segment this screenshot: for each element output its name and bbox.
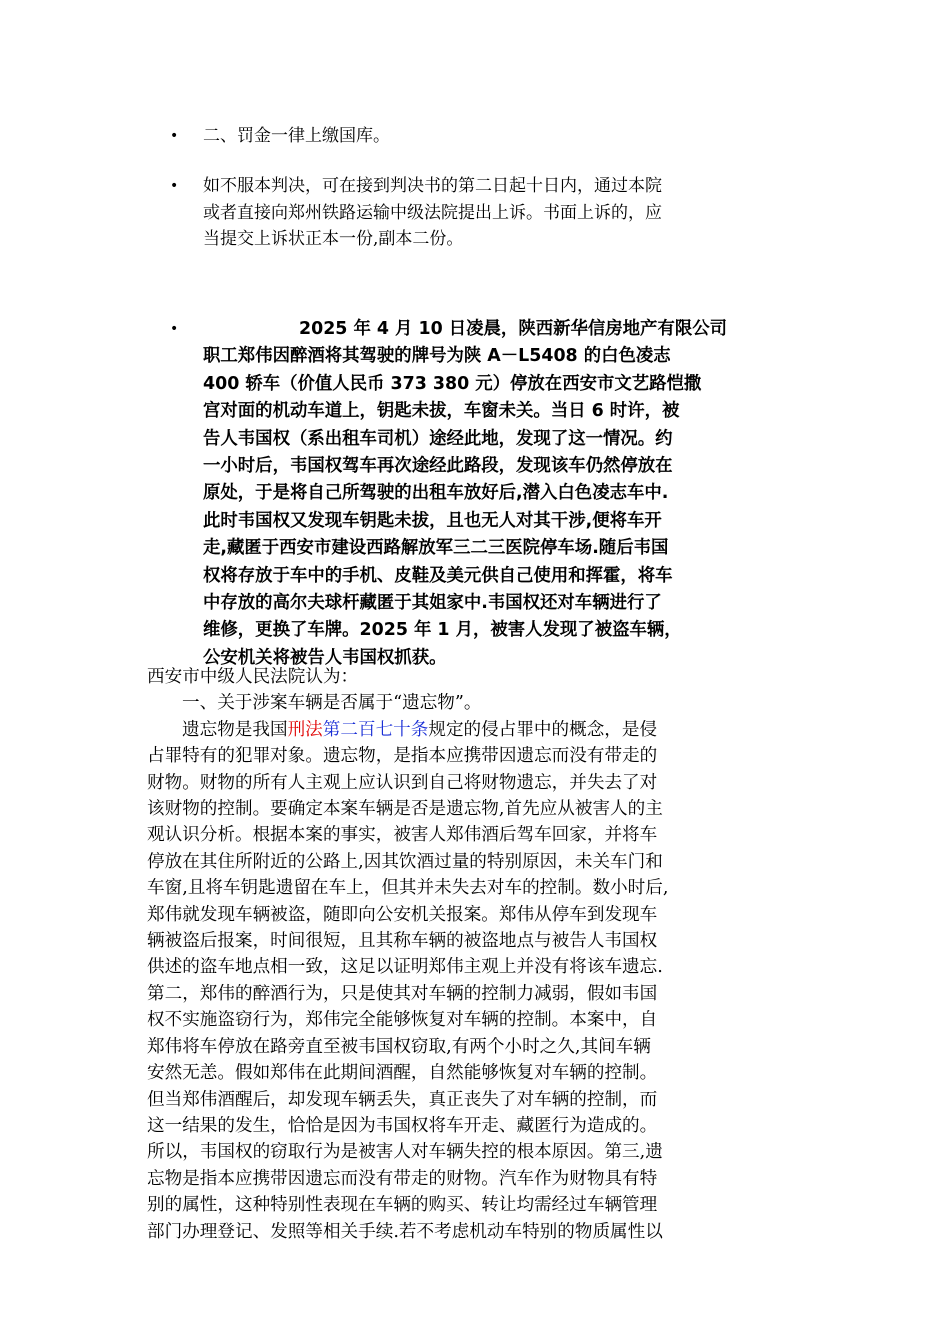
text-line: 如不服本判决，可在接到判决书的第二日起十日内，通过本院 <box>203 176 662 196</box>
text-line: 郑伟将车停放在路旁直至被韦国权窃取,有两个小时之久,其间车辆 <box>147 1036 651 1057</box>
text-line: 二、罚金一律上缴国库。 <box>203 126 390 146</box>
text-line <box>203 316 808 343</box>
bullet-item-fine <box>203 123 808 150</box>
text-line: 停放在其住所附近的公路上,因其饮酒过量的特别原因，未关车门和 <box>147 851 663 872</box>
text-line: 400 轿车（价值人民币 373 380 元）停放在西安市文艺路恺撒 <box>203 373 702 394</box>
text-line: 当提交上诉状正本一份,副本二份。 <box>203 229 464 249</box>
text-line: 告人韦国权（系出租车司机）途经此地，发现了这一情况。约 <box>203 428 673 449</box>
text-line <box>147 717 809 743</box>
text-line: 职工郑伟因醉酒将其驾驶的牌号为陕 A－L5408 的白色凌志 <box>203 346 671 367</box>
text-line: 此时韦国权又发现车钥匙未拔，且也无人对其干涉,便将车开 <box>203 510 662 531</box>
text-line: 财物。财物的所有人主观上应认识到自己将财物遗忘，并失去了对 <box>147 772 658 793</box>
text-line: 该财物的控制。要确定本案车辆是否是遗忘物,首先应从被害人的主 <box>147 799 663 820</box>
bullet-mark: • <box>170 178 179 194</box>
text-line: 走,藏匿于西安市建设西路解放军三二三医院停车场.随后韦国 <box>203 538 669 559</box>
court-opinion <box>147 664 809 1245</box>
text-line: 但当郑伟酒醒后，却发现车辆丢失，真正丧失了对车辆的控制，而 <box>147 1089 658 1110</box>
bullet-mark: • <box>170 128 179 144</box>
point-heading: 一、关于涉案车辆是否属于“遗忘物”。 <box>182 693 482 714</box>
text-line: 所以，韦国权的窃取行为是被害人对车辆失控的根本原因。第三,遗 <box>147 1142 663 1163</box>
text-line: 占罪特有的犯罪对象。遗忘物，是指本应携带因遗忘而没有带走的 <box>147 746 658 767</box>
text-line: 安然无恙。假如郑伟在此期间酒醒，自然能够恢复对车辆的控制。 <box>147 1063 658 1084</box>
text-line: 公安机关将被告人韦国权抓获。 <box>203 647 447 668</box>
bullet-item-case-facts <box>203 316 808 672</box>
text-segment: 遗忘物是我国 <box>182 719 288 740</box>
text-line: 部门办理登记、发照等相关手续.若不考虑机动车特别的物质属性以 <box>147 1221 663 1242</box>
bullet-item-appeal <box>203 173 808 253</box>
text-line: 供述的盗车地点相一致，这足以证明郑伟主观上并没有将该车遗忘. <box>147 957 663 978</box>
text-line: 权将存放于车中的手机、皮鞋及美元供自己使用和挥霍，将车 <box>203 565 673 586</box>
text-line: 车窗,且将车钥匙遗留在车上，但其并未失去对车的控制。数小时后, <box>147 878 669 899</box>
text-line: 一小时后，韦国权驾车再次途经此路段，发现该车仍然停放在 <box>203 456 673 477</box>
text-line: 维修，更换了车牌。2025 年 1 月，被害人发现了被盗车辆， <box>203 620 682 641</box>
text-line: 郑伟就发现车辆被盗，随即向公安机关报案。郑伟从停车到发现车 <box>147 904 658 925</box>
text-line: 别的属性，这种特别性表现在车辆的购买、转让均需经过车辆管理 <box>147 1195 658 1216</box>
text-line: 原处，于是将自己所驾驶的出租车放好后,潜入白色凌志车中. <box>203 483 669 504</box>
text-line: 权不实施盗窃行为，郑伟完全能够恢复对车辆的控制。本案中，自 <box>147 1010 658 1031</box>
article-270-link[interactable]: 第二百七十条 <box>322 719 429 740</box>
criminal-law-link[interactable]: 刑法 <box>287 719 323 740</box>
text-line: 第二，郑伟的醉酒行为，只是使其对车辆的控制力减弱，假如韦国 <box>147 983 658 1004</box>
bullet-mark: • <box>170 321 179 337</box>
text-line: 宫对面的机动车道上，钥匙未拔，车窗未关。当日 6 时许，被 <box>203 401 680 422</box>
text-line: 中存放的高尔夫球杆藏匿于其姐家中.韦国权还对车辆进行了 <box>203 593 662 614</box>
text-line: 辆被盗后报案，时间很短，且其称车辆的被盗地点与被告人韦国权 <box>147 931 658 952</box>
text-segment: 规定的侵占罪中的概念，是侵 <box>428 719 658 740</box>
text-line: 观认识分析。根据本案的事实，被害人郑伟酒后驾车回家，并将车 <box>147 825 658 846</box>
text-line: 或者直接向郑州铁路运输中级法院提出上诉。书面上诉的，应 <box>203 202 662 223</box>
court-heading: 西安市中级人民法院认为： <box>147 667 359 687</box>
opinion-paragraph <box>147 743 809 1245</box>
text-line: 这一结果的发生，恰恰是因为韦国权将车开走、藏匿行为造成的。 <box>147 1115 658 1136</box>
text-segment: 2025 年 4 月 10 日凌晨，陕西新华信房地产有限公司 <box>299 319 728 339</box>
text-line: 忘物是指本应携带因遗忘而没有带走的财物。汽车作为财物具有特 <box>147 1168 658 1189</box>
